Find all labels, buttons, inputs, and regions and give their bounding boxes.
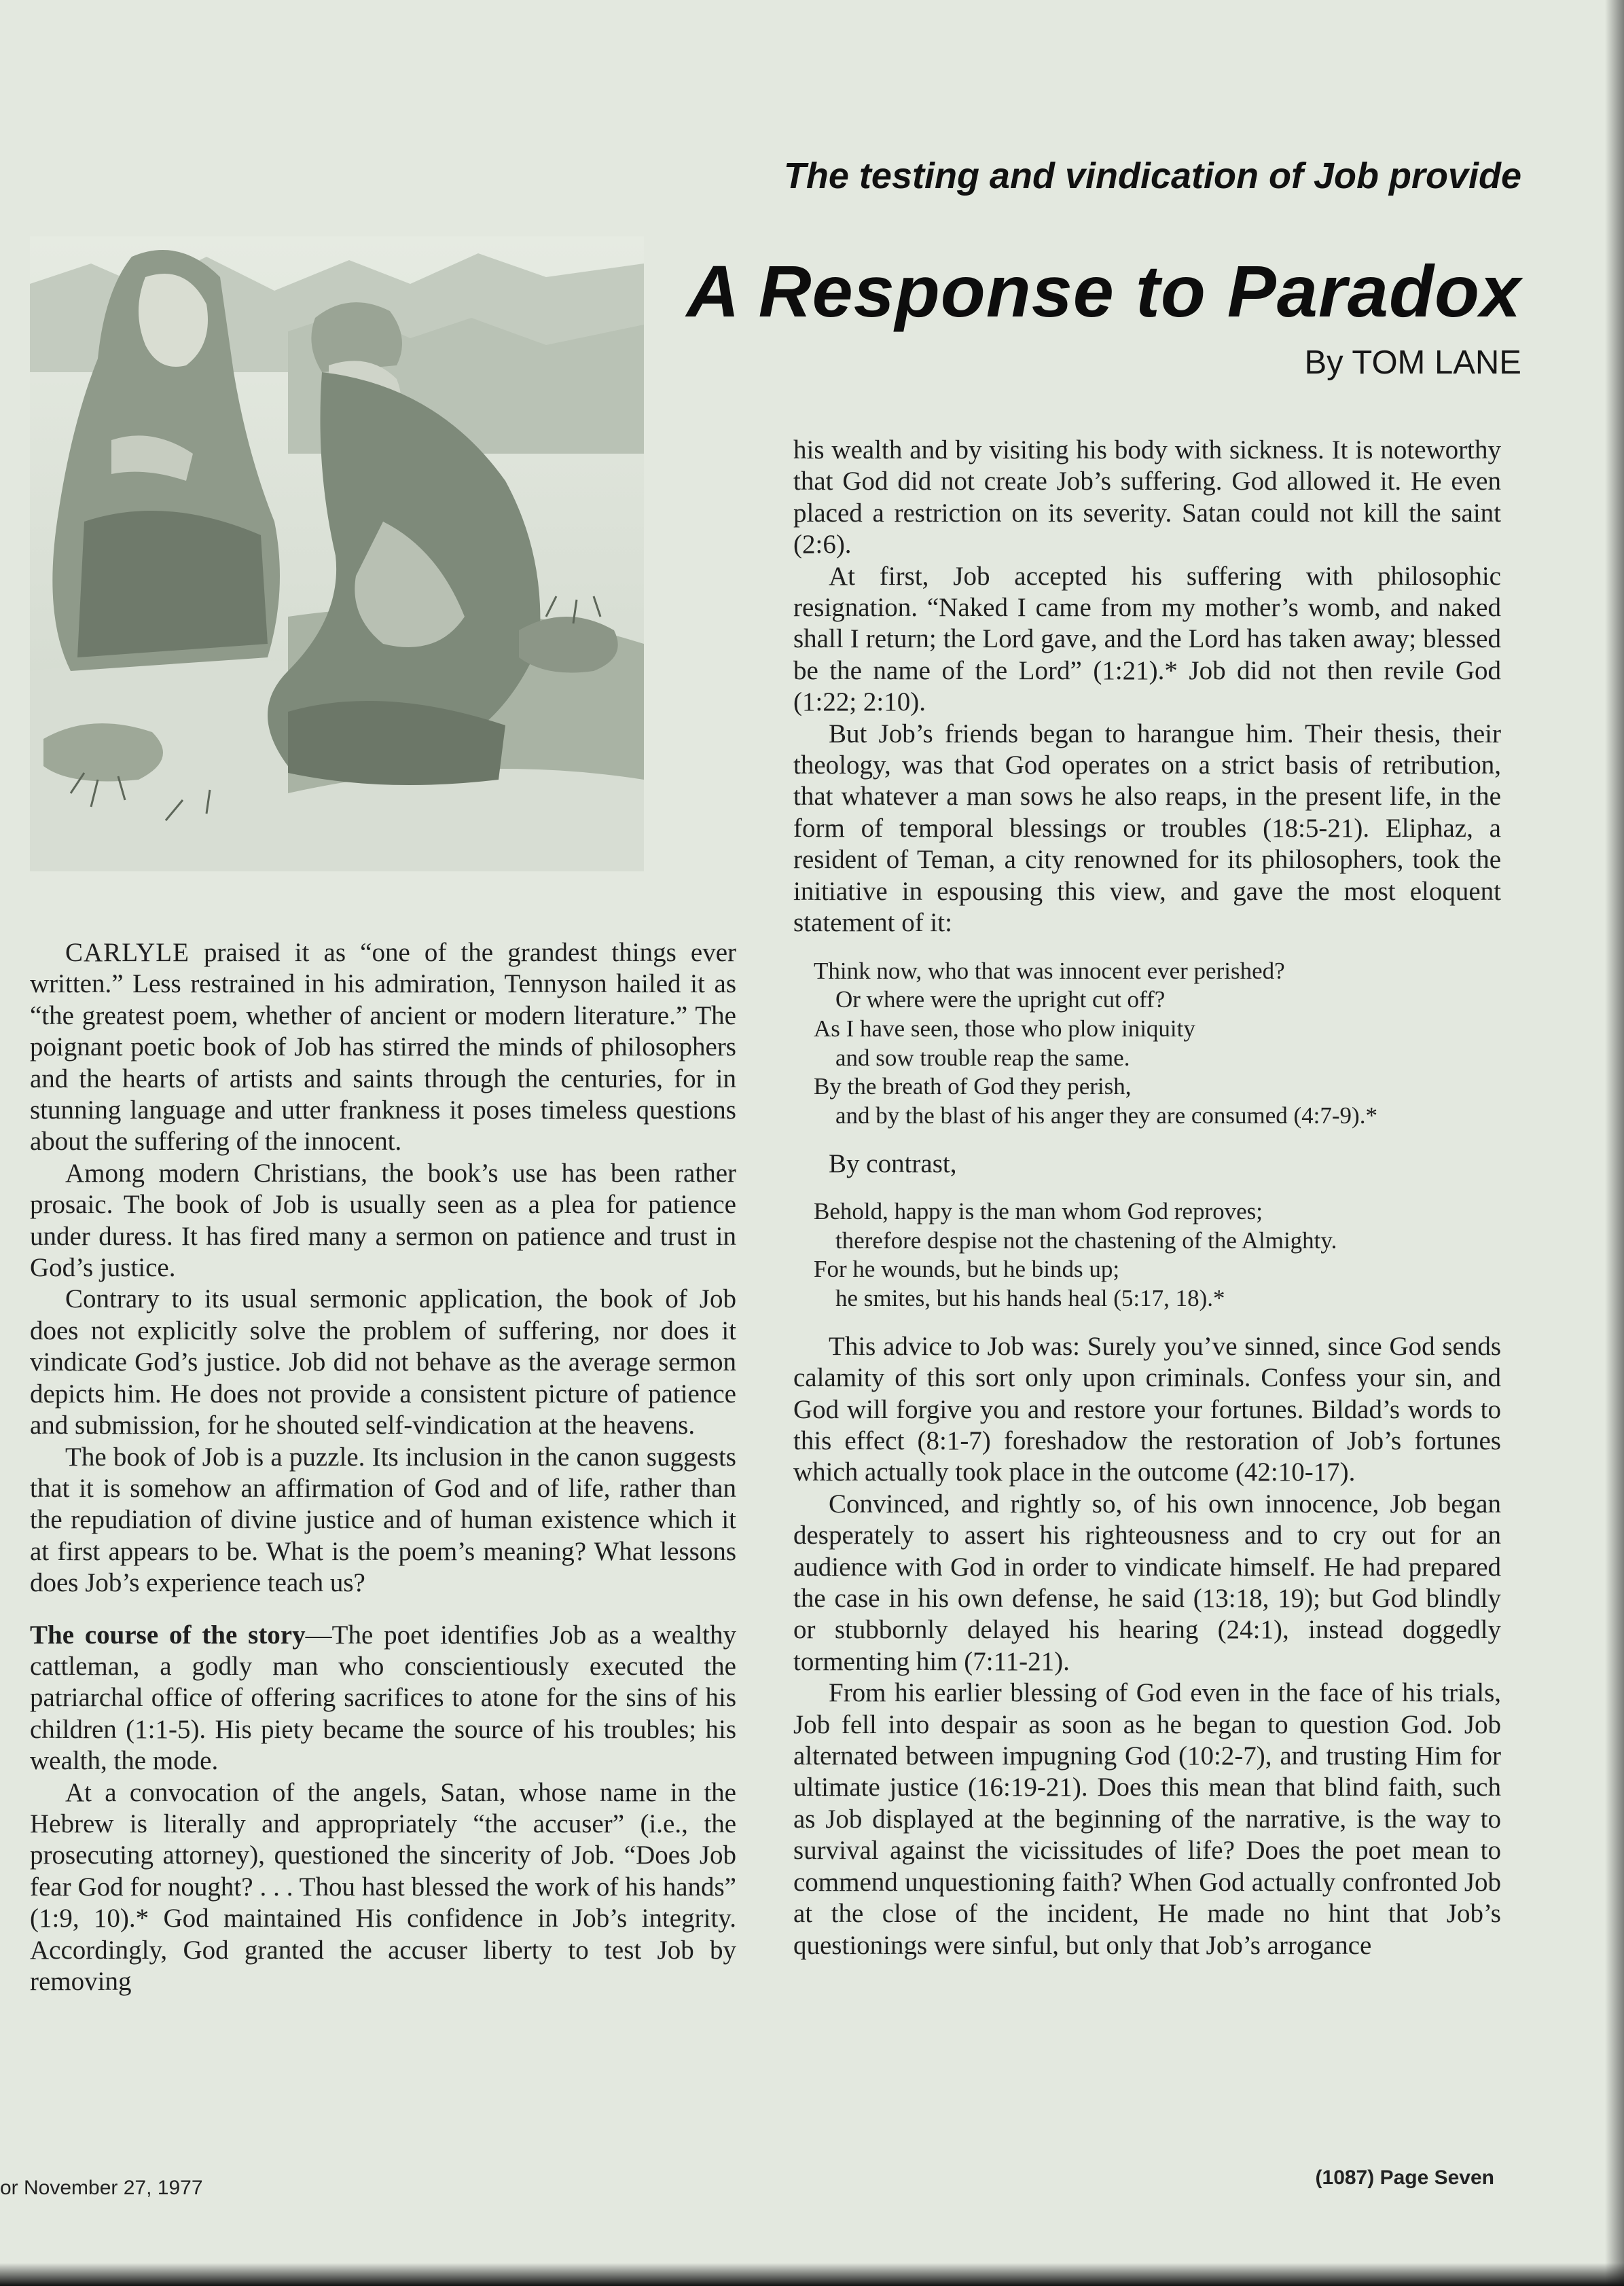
right-paragraph-5: Convinced, and rightly so, of his own innocence, Job began desperately to assert his righteousness and to cry out for an audience with God in order to vindicate himself. He had prepared the case in his own defense, he said (13:18, 19); but God blindly or stubbornly delayed his hearing (24:1), instead doggedly tormenting him (7:11-21). bbox=[793, 1489, 1501, 1676]
quote-line: and sow trouble reap the same. bbox=[835, 1044, 1130, 1071]
left-paragraph-1 bbox=[30, 937, 736, 1158]
right-paragraph-6: From his earlier blessing of God even in the face of his trials, Job fell into despair as soon as he began to question God. Job alternated between impugning God (10:2-7), and trusting Him for ultimate justice (16:19-21). Does this mean that blind faith, such as Job displayed at the beginning of the narrative, is the way to survival against the vicissitudes of life? Does the poet mean to commend unquestioning faith? When God actually confronted Job at the close of the incident, He made no hint that Job’s questionings were sinful, but only that Job’s arrogance bbox=[793, 1678, 1501, 1960]
article-kicker: The testing and vindication of Job provide bbox=[783, 156, 1521, 196]
right-paragraph-3: But Job’s friends began to harangue him. Their thesis, their theology, was that God operates on a strict basis of retribution, that whatever a man sows he also reaps, in the present life, in the form of temporal blessings or troubles (18:5-21). Eliphaz, a resident of Teman, a city renowned for its philosophers, took the initiative in espousing this view, and gave the most eloquent statement of it: bbox=[793, 719, 1501, 938]
quote-line: By the breath of God they perish, bbox=[814, 1073, 1132, 1100]
quote-line: he smites, but his hands heal (5:17, 18).* bbox=[835, 1285, 1225, 1312]
page-edge-shadow bbox=[1605, 0, 1624, 2286]
quote-line: therefore despise not the chastening of the Almighty. bbox=[835, 1227, 1337, 1254]
left-paragraph-5-text: —The poet identifies Job as a wealthy cattleman, a godly man who conscientiously executed the patriarchal office of offering sacrifices to atone for the sins of his children (1:1-5). His piety became the source of his troubles; his wealth, the mode. bbox=[30, 1620, 736, 1776]
left-paragraph-2: Among modern Christians, the book’s use has been rather prosaic. The book of Job is usually seen as a plea for patience under duress. It has fired many a sermon on patience and trust in God’s justice. bbox=[30, 1158, 736, 1283]
left-paragraph-4: The book of Job is a puzzle. Its inclusion in the canon suggests that it is somehow an affirmation of God and of life, rather than the repudiation of divine justice and of human existence which it at first appears to be. What is the poem’s meaning? What lessons does Job’s experience teach us? bbox=[30, 1442, 736, 1598]
page-bottom-shadow bbox=[0, 2263, 1624, 2286]
quote-line: For he wounds, but he binds up; bbox=[814, 1256, 1120, 1283]
right-paragraph-1: his wealth and by visiting his body with sickness. It is noteworthy that God did not create Job’s suffering. God allowed it. He even placed a restriction on its severity. Satan could not kill the saint (2:6). bbox=[793, 435, 1501, 560]
quote-line: As I have seen, those who plow iniquity bbox=[814, 1015, 1195, 1042]
by-contrast-text: By contrast, bbox=[829, 1148, 957, 1178]
lead-word: CARLYLE bbox=[65, 938, 190, 967]
article-byline: By TOM LANE bbox=[1304, 344, 1521, 381]
right-column bbox=[793, 435, 1501, 1961]
quote-line: Think now, who that was innocent ever perished? bbox=[814, 957, 1285, 984]
left-column bbox=[30, 937, 736, 1997]
section-heading: The course of the story bbox=[30, 1620, 306, 1650]
quote-line: Behold, happy is the man whom God reproves; bbox=[814, 1198, 1263, 1225]
right-paragraph-4: This advice to Job was: Surely you’ve sinned, since God sends calamity of this sort only upon criminals. Confess your sin, and God will forgive you and restore your fortunes. Bildad’s words to this effect (8:1-7) foreshadow the restoration of Job’s fortunes which actually took place in the outcome (42:10-17). bbox=[793, 1331, 1501, 1487]
scripture-quote-2 bbox=[814, 1197, 1501, 1313]
quote-line: and by the blast of his anger they are consumed (4:7-9).* bbox=[835, 1102, 1377, 1129]
right-paragraph-2: At first, Job accepted his suffering with philosophic resignation. “Naked I came from my mother’s womb, and naked shall I return; the Lord gave, and the Lord has taken away; blessed be the name of the Lord” (1:21).* Job did not then revile God (1:22; 2:10). bbox=[793, 561, 1501, 717]
left-paragraph-3: Contrary to its usual sermonic application, the book of Job does not explicitly solve the problem of suffering, nor does it vindicate God’s justice. Job did not behave as the average sermon depicts him. He does not provide a consistent picture of patience and submission, for he shouted self-vindication at the heavens. bbox=[30, 1284, 736, 1440]
footer-page-number: (1087) Page Seven bbox=[1315, 2166, 1494, 2189]
left-paragraph-6: At a convocation of the angels, Satan, whose name in the Hebrew is literally and appropriately “the accuser” (i.e., the prosecuting attorney), questioned the sincerity of Job. “Does Job fear God for nought? . . . Thou hast blessed the work of his hands” (1:9, 10).* God maintained His confidence in Job’s integrity. Accordingly, God granted the accuser liberty to test Job by removing bbox=[30, 1777, 736, 1996]
job-and-wife-illustration-icon bbox=[30, 236, 644, 871]
quote-line: Or where were the upright cut off? bbox=[835, 986, 1166, 1013]
left-paragraph-1-text: praised it as “one of the grandest things ever written.” Less restrained in his admiration, Tennyson hailed it as “the greatest poem, whether of ancient or modern literature.” The poignant poetic book of Job has stirred the minds of philosophers and the hearts of artists and saints through the centuries, for in stunning language and utter frankness it poses timeless questions about the suffering of the innocent. bbox=[30, 938, 736, 1157]
left-paragraph-5 bbox=[30, 1620, 736, 1777]
footer-date: or November 27, 1977 bbox=[0, 2177, 203, 2199]
article-title: A Response to Paradox bbox=[686, 250, 1521, 332]
scripture-quote-1 bbox=[814, 957, 1501, 1131]
